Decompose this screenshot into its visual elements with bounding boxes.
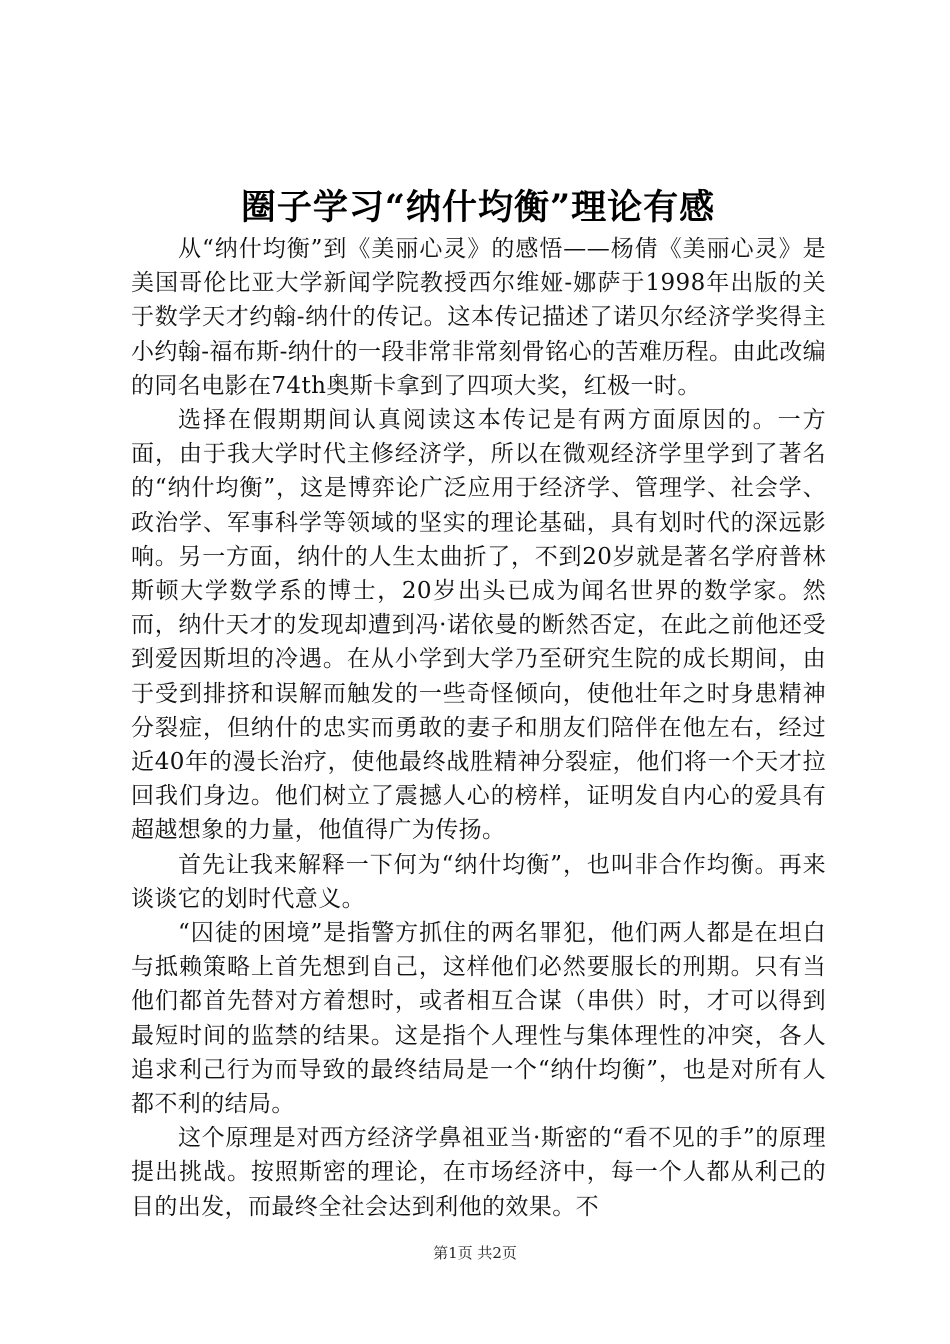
- paragraph: 首先让我来解释一下何为“纳什均衡”，也叫非合作均衡。再来谈谈它的划时代意义。: [131, 851, 826, 912]
- paragraph: 从“纳什均衡”到《美丽心灵》的感悟——杨倩《美丽心灵》是美国哥伦比亚大学新闻学院教授西尔维娅-娜萨于1998年出版的关于数学天才约翰-纳什的传记。这本传记描述了诺贝尔经济学奖得主小约翰-福布斯-纳什的一段非常非常刻骨铭心的苦难历程。由此改编的同名电影在74th奥斯卡拿到了四项大奖，红极一时。: [131, 236, 826, 399]
- paragraph: “囚徒的困境”是指警方抓住的两名罪犯，他们两人都是在坦白与抵赖策略上首先想到自己，这样他们必然要服长的刑期。只有当他们都首先替对方着想时，或者相互合谋（串供）时，才可以得到最短时间的监禁的结果。这是指个人理性与集体理性的冲突，各人追求利己行为而导致的最终结局是一个“纳什均衡”，也是对所有人都不利的结局。: [131, 920, 826, 1118]
- page-title: 圈子学习“纳什均衡”理论有感: [240, 187, 716, 228]
- paragraph: 选择在假期期间认真阅读这本传记是有两方面原因的。一方面，由于我大学时代主修经济学，所以在微观经济学里学到了著名的“纳什均衡”，这是博弈论广泛应用于经济学、管理学、社会学、政治学、军事科学等领域的坚实的理论基础，具有划时代的深远影响。另一方面，纳什的人生太曲折了，不到20岁就是著名学府普林斯顿大学数学系的博士，20岁出头已成为闻名世界的数学家。然而，纳什天才的发现却遭到冯·诺依曼的断然否定，在此之前他还受到爱因斯坦的冷遇。在从小学到大学乃至研究生院的成长期间，由于受到排挤和误解而触发的一些奇怪倾向，使他壮年之时身患精神分裂症，但纳什的忠实而勇敢的妻子和朋友们陪伴在他左右，经过近40年的漫长治疗，使他最终战胜精神分裂症，他们将一个天才拉回我们身边。他们树立了震撼人心的榜样，证明发自内心的爱具有超越想象的力量，他值得广为传扬。: [131, 407, 826, 844]
- document-body: [131, 232, 826, 1224]
- page-footer: 第1页 共2页: [433, 1244, 517, 1262]
- paragraph: 这个原理是对西方经济学鼻祖亚当·斯密的“看不见的手”的原理提出挑战。按照斯密的理论，在市场经济中，每一个人都从利己的目的出发，而最终全社会达到利他的效果。不: [131, 1125, 826, 1220]
